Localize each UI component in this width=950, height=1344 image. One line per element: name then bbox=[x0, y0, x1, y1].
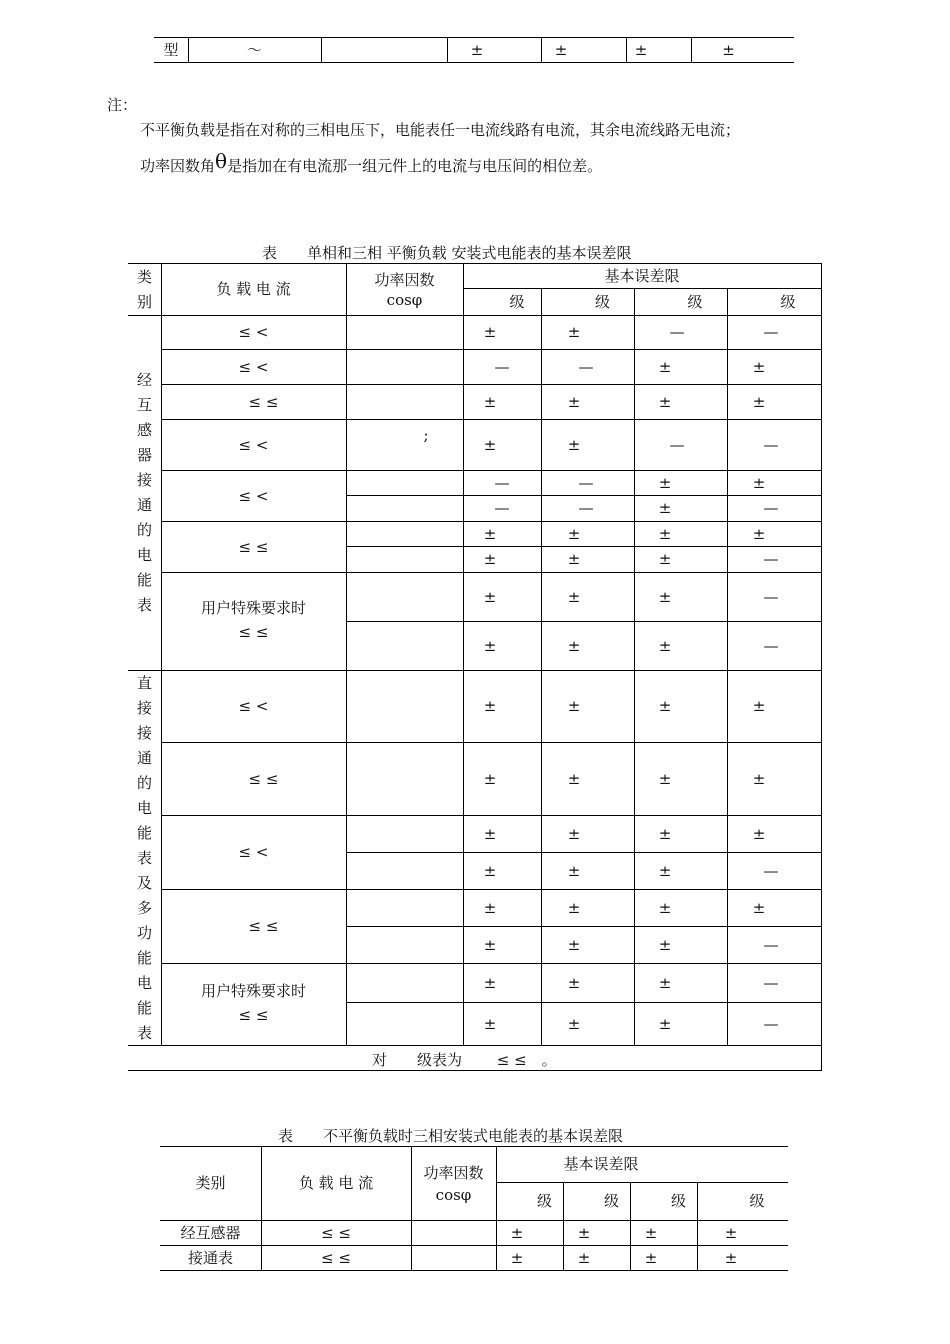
table1-cell: ± bbox=[752, 824, 766, 843]
table1-cell: ± bbox=[658, 636, 672, 655]
table1-cell: ± bbox=[752, 392, 766, 411]
load-current-cell: 用户特殊要求时 ≤ ≤ bbox=[200, 599, 306, 641]
table1-cell: ± bbox=[567, 587, 581, 606]
table1-cell: ± bbox=[483, 973, 497, 992]
table1-cell: ± bbox=[483, 636, 497, 655]
table2-header-grade: 级 bbox=[536, 1192, 552, 1211]
table1-cell: — bbox=[763, 935, 779, 954]
table1-cell: ± bbox=[567, 392, 581, 411]
table1-cell: — bbox=[763, 323, 779, 342]
note-line-2 bbox=[140, 149, 603, 176]
table1-cell: ± bbox=[483, 824, 497, 843]
table2-caption: 表 不平衡负载时三相安装式电能表的基本误差限 bbox=[278, 1127, 624, 1145]
table2-header-category: 类别 bbox=[195, 1174, 226, 1193]
note-line-2-end: 是指加在有电流那一组元件上的电流与电压间的相位差。 bbox=[227, 157, 603, 175]
table1-cell: — bbox=[494, 499, 510, 518]
table1-header-load-current: 负 载 电 流 bbox=[216, 280, 291, 299]
table1-cell: — bbox=[494, 473, 510, 492]
top-row-value: ± bbox=[554, 40, 568, 59]
table1-cell: ± bbox=[658, 697, 672, 716]
table1-cell: ± bbox=[567, 935, 581, 954]
table2-header-load-current: 负 载 电 流 bbox=[298, 1174, 374, 1193]
table1-cell: — bbox=[763, 550, 779, 569]
table1-cell: ± bbox=[483, 392, 497, 411]
table1-cell: ± bbox=[567, 323, 581, 342]
table2-cell: ± bbox=[724, 1248, 738, 1267]
table1-cell: — bbox=[763, 587, 779, 606]
table1-cell: ± bbox=[483, 550, 497, 569]
table1-cell: ± bbox=[752, 898, 766, 917]
table1-cell: ± bbox=[567, 824, 581, 843]
table1-cell: ± bbox=[752, 473, 766, 492]
table2-row-current: ≤ ≤ bbox=[321, 1248, 351, 1267]
table1-cell: ± bbox=[567, 973, 581, 992]
table1-cell: ± bbox=[567, 524, 581, 543]
table1-cell: ± bbox=[658, 357, 672, 376]
load-current-cell: ≤ < bbox=[238, 486, 269, 505]
table2-cell: ± bbox=[577, 1248, 591, 1267]
table1-cell: ± bbox=[483, 323, 497, 342]
load-current-cell: ≤ < bbox=[238, 435, 269, 454]
load-current-cell: ≤ ≤ bbox=[248, 392, 279, 411]
top-row-value: ± bbox=[722, 40, 735, 59]
table1-cell: — bbox=[763, 861, 779, 880]
table1-cell: ± bbox=[752, 697, 766, 716]
table1-cell: ± bbox=[483, 769, 497, 788]
table1-cell: ± bbox=[483, 524, 497, 543]
table2-cell: ± bbox=[510, 1223, 524, 1242]
table1-header-power-factor: 功率因数 cosφ bbox=[374, 270, 435, 309]
top-row-value: ± bbox=[634, 40, 648, 59]
group-label-transformer: 经 互 感 器 接 通 的 电 能 表 bbox=[136, 371, 152, 614]
table1-cell: ± bbox=[567, 1014, 581, 1033]
load-current-cell: ≤ ≤ bbox=[248, 769, 279, 788]
table1-cell: ± bbox=[658, 587, 672, 606]
table1-cell: ± bbox=[658, 392, 672, 411]
table1-cell: ± bbox=[658, 973, 672, 992]
load-current-cell: ≤ ≤ bbox=[238, 537, 269, 556]
table1-cell: ± bbox=[752, 524, 766, 543]
table2-row-category: 经互感器 bbox=[180, 1223, 241, 1242]
table1-cell: ± bbox=[567, 898, 581, 917]
table1-cell: — bbox=[669, 435, 685, 454]
group-label-direct: 直 接 接 通 的 电 能 表 及 多 功 能 电 能 表 bbox=[136, 674, 152, 1042]
notes-heading: 注： bbox=[107, 96, 138, 114]
table1-caption: 表 单相和三相 平衡负载 安装式电能表的基本误差限 bbox=[262, 244, 632, 262]
load-current-cell: ≤ < bbox=[238, 323, 269, 342]
table1-cell: — bbox=[494, 357, 510, 376]
note-line-2-start: 功率因数角 bbox=[140, 157, 216, 175]
table1-cell: ± bbox=[658, 824, 672, 843]
table1-cell: ± bbox=[483, 861, 497, 880]
table1-cell: ± bbox=[752, 769, 766, 788]
table2-row-current: ≤ ≤ bbox=[321, 1223, 351, 1242]
table1-cell: — bbox=[763, 973, 779, 992]
table2-row-category: 接通表 bbox=[187, 1248, 233, 1267]
top-row-value: ± bbox=[470, 40, 484, 59]
table1-cell: — bbox=[669, 323, 685, 342]
table1-cell: ± bbox=[567, 769, 581, 788]
load-current-cell: ≤ < bbox=[238, 843, 269, 862]
table1-footnote: 对 级表为 ≤ ≤ 。 bbox=[372, 1051, 557, 1069]
table1-cell: ± bbox=[752, 357, 766, 376]
table1-cell: ± bbox=[483, 898, 497, 917]
table1-cell: — bbox=[578, 473, 594, 492]
table2-cell: ± bbox=[644, 1223, 658, 1242]
table1-cell: ± bbox=[483, 435, 497, 454]
table1-cell: ± bbox=[483, 1014, 497, 1033]
table1-cell: — bbox=[578, 499, 594, 518]
table2-header-grade: 级 bbox=[749, 1192, 765, 1211]
table2-cell: ± bbox=[644, 1248, 658, 1267]
table1-header-grade: 级 bbox=[780, 292, 796, 311]
table1-cell: — bbox=[763, 636, 779, 655]
table1-cell: ± bbox=[658, 898, 672, 917]
table2-header-grade: 级 bbox=[670, 1192, 686, 1211]
theta-symbol: θ bbox=[215, 149, 228, 173]
table1-header-grade: 级 bbox=[509, 292, 525, 311]
table1-header-grade: 级 bbox=[687, 292, 703, 311]
top-row-range: ～ bbox=[246, 40, 262, 59]
table1-cell: ± bbox=[658, 861, 672, 880]
table2-header-grade: 级 bbox=[603, 1192, 619, 1211]
table1-cell: ± bbox=[483, 697, 497, 716]
table1-cell: ± bbox=[567, 636, 581, 655]
table1-cell: — bbox=[763, 499, 779, 518]
table1-cell: ± bbox=[483, 935, 497, 954]
table1-cell: ± bbox=[567, 861, 581, 880]
table2-cell: ± bbox=[724, 1223, 738, 1242]
note-line-1: 不平衡负载是指在对称的三相电压下，电能表任一电流线路有电流，其余电流线路无电流； bbox=[140, 121, 741, 139]
table1-cell: ± bbox=[567, 697, 581, 716]
table1-cell: ± bbox=[658, 769, 672, 788]
table1-cell: — bbox=[578, 357, 594, 376]
table2-header-power-factor: 功率因数 cosφ bbox=[423, 1163, 484, 1204]
table1-cell: ± bbox=[567, 550, 581, 569]
table1-header-category: 类 别 bbox=[136, 267, 152, 311]
table1-cell: ± bbox=[567, 435, 581, 454]
table2-cell: ± bbox=[510, 1248, 524, 1267]
table1-cell: ± bbox=[658, 499, 672, 518]
table1-cell: — bbox=[763, 1014, 779, 1033]
load-current-cell: 用户特殊要求时 ≤ ≤ bbox=[200, 982, 306, 1024]
table1-header-basic-error: 基本误差限 bbox=[604, 266, 680, 285]
power-factor-mark: ; bbox=[423, 425, 429, 444]
table1-cell: ± bbox=[658, 935, 672, 954]
load-current-cell: ≤ < bbox=[238, 357, 269, 376]
table1-cell: ± bbox=[483, 587, 497, 606]
table1-cell: ± bbox=[658, 524, 672, 543]
top-row-label: 型 bbox=[163, 40, 179, 59]
table1-cell: ± bbox=[658, 550, 672, 569]
table2-header-basic-error: 基本误差限 bbox=[563, 1155, 639, 1174]
load-current-cell: ≤ ≤ bbox=[248, 917, 279, 936]
load-current-cell: ≤ < bbox=[238, 697, 269, 716]
table1-cell: ± bbox=[658, 1014, 672, 1033]
table1-cell: ± bbox=[658, 473, 672, 492]
table2-cell: ± bbox=[577, 1223, 591, 1242]
table1-header-grade: 级 bbox=[594, 292, 610, 311]
table1-cell: — bbox=[763, 435, 779, 454]
